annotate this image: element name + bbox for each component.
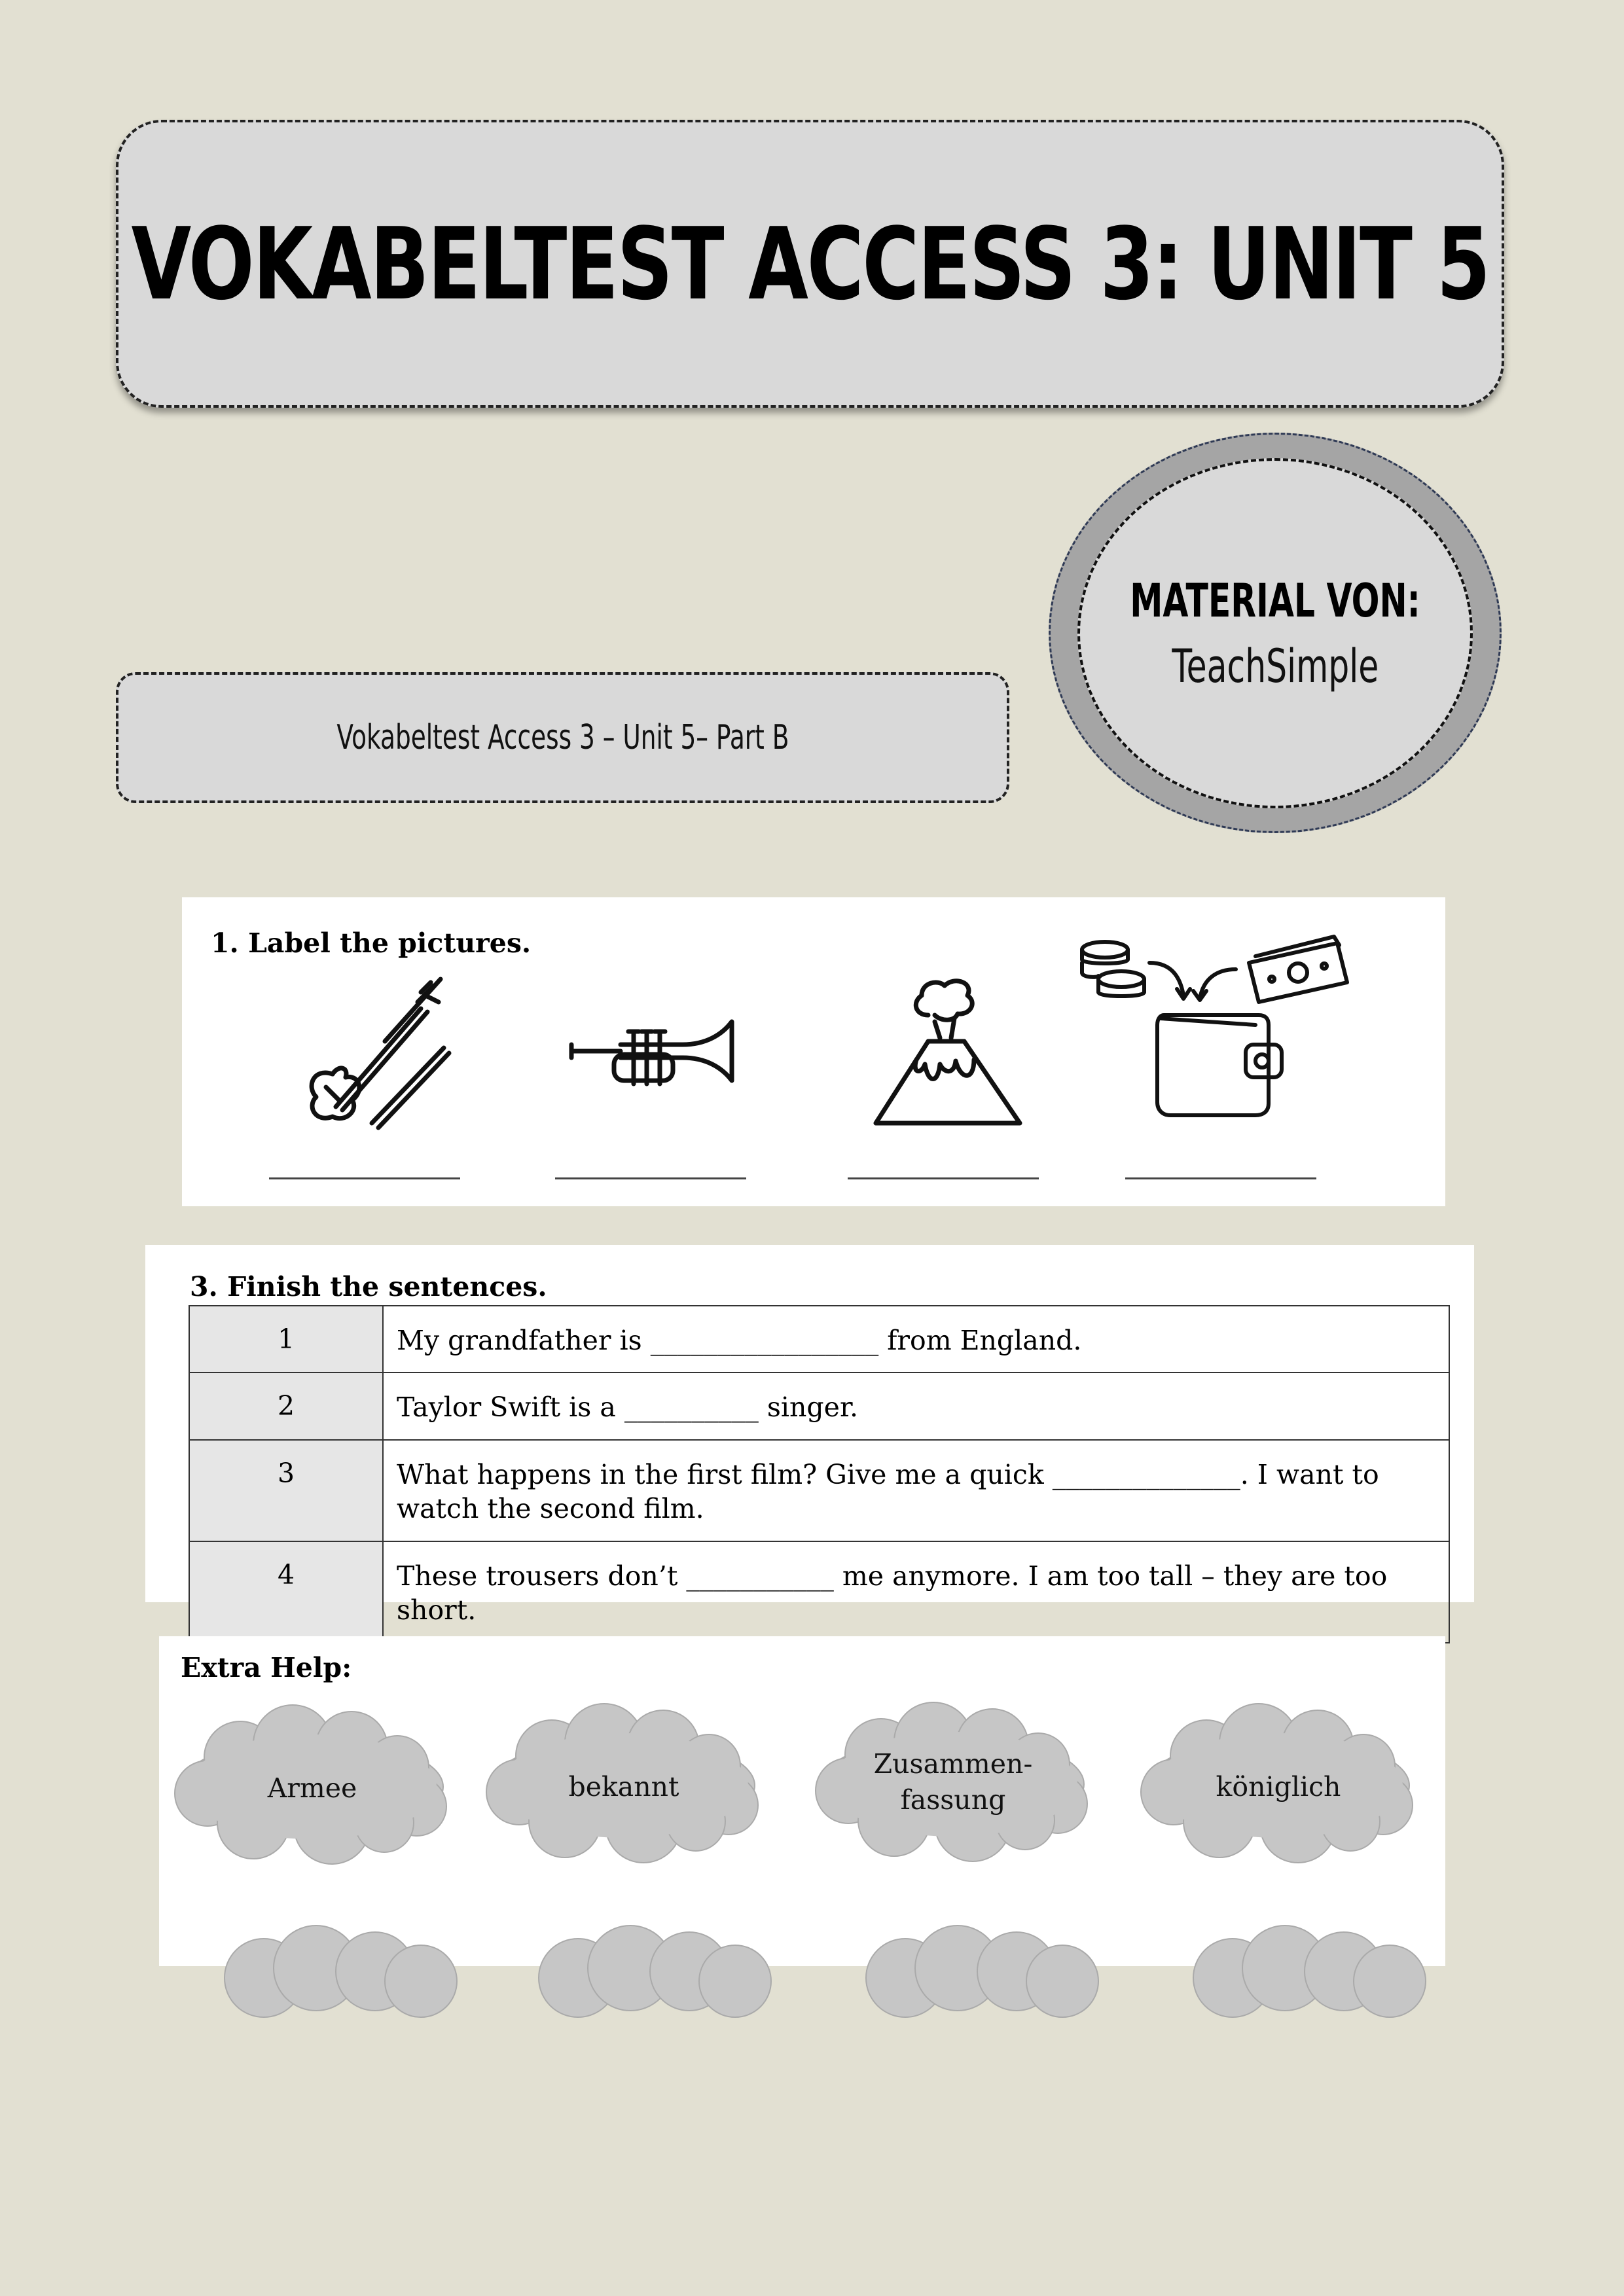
sentence[interactable]: Taylor Swift is a __________ singer. [383,1372,1449,1439]
cloud-word: bekannt [568,1771,679,1803]
table-row [189,1541,1449,1643]
exercise-finish-sentences [145,1245,1474,1626]
trumpet-icon [568,1015,738,1100]
author-badge [1077,458,1473,808]
row-number: 2 [189,1372,383,1439]
cloud-word: königlich [1216,1771,1341,1803]
subtitle-box [116,672,1009,803]
sentences-table [189,1305,1450,1643]
cloud-shape [211,1932,1442,1984]
subtitle: Vokabeltest Access 3 – Unit 5– Part B [336,718,789,757]
answer-line[interactable] [269,1177,460,1179]
sentence[interactable]: What happens in the first film? Give me a quick ______________. I want to watch the second film. [383,1440,1449,1541]
answer-line[interactable] [555,1177,746,1179]
word-cloud [168,1702,456,1872]
row-number: 4 [189,1541,383,1643]
table-row [189,1372,1449,1439]
wallet-money-icon [1079,933,1367,1149]
row-number: 1 [189,1306,383,1372]
extra-help-heading: Extra Help: [181,1652,352,1683]
violin-icon [287,976,457,1133]
sentence[interactable]: My grandfather is _________________ from England. [383,1306,1449,1372]
answer-line[interactable] [1125,1177,1316,1179]
badge-label: MATERIAL VON: [1130,573,1420,628]
extra-help-box [159,1636,1445,1966]
exercise-label-pictures [182,897,1445,1206]
word-cloud [1134,1700,1422,1871]
cloud-word: Zusammen- fassung [873,1748,1033,1816]
exercise-3-heading: 3. Finish the sentences. [190,1271,547,1302]
title-banner [116,120,1504,408]
sentence[interactable]: These trousers don’t ___________ me anymore. I am too tall – they are too short. [383,1541,1449,1643]
cloud-word: Armee [267,1772,357,1804]
volcano-icon [869,976,1026,1133]
badge-author: TeachSimple [1172,639,1379,693]
page-title: VOKABELTEST ACCESS 3: UNIT 5 [131,206,1489,322]
word-cloud [480,1700,768,1871]
exercise-1-heading: 1. Label the pictures. [211,927,532,959]
row-number: 3 [189,1440,383,1541]
table-row [189,1440,1449,1541]
table-row [189,1306,1449,1372]
word-cloud [809,1699,1097,1869]
answer-line[interactable] [848,1177,1039,1179]
